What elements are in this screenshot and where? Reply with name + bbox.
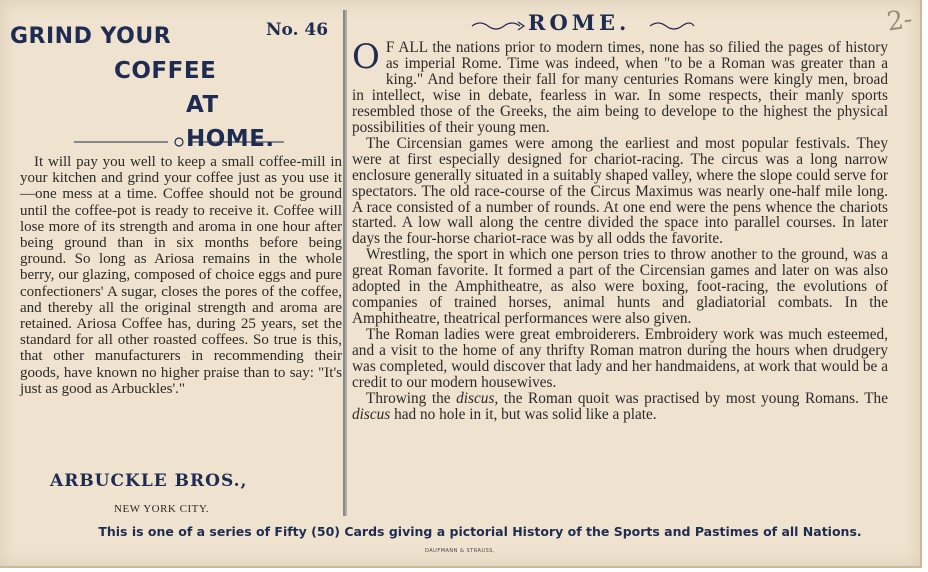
article-title-text: ROME. <box>528 10 631 35</box>
article-emphasis: discus, <box>456 389 499 407</box>
ad-heading-line1: GRIND YOUR <box>10 24 172 49</box>
column-divider <box>343 10 347 516</box>
article-paragraph: The Roman ladies were great embroiderers. Embroidery work was much esteemed, and a visit to the home of any thrifty Roman matron during the hours when drudgery was completed, would discover that lady and her handmaidens, at work that would be a credit to our modern housewives. <box>352 326 888 392</box>
article-text-run: had no hole in it, but was solid like a plate. <box>390 405 657 423</box>
ad-heading-line2: COFFEE <box>114 58 217 84</box>
flourish-right-icon <box>648 20 696 32</box>
company-city: NEW YORK CITY. <box>114 503 210 515</box>
article-paragraph-text: F ALL the nations prior to modern times, none has so filied the pages of history as imperial Rome. Time was indeed, when "to be a Roman was greater than a king." And before their fall for many centuries Romans were kingly men, broad in intellect, wise in debate, fearless in war. In some respects, their manly sports resembled those of the Greeks, the aim being to develope to the highest the physical possibilities of their young men. <box>352 39 888 136</box>
article-text-run: Throwing the <box>366 389 457 407</box>
article-paragraph: The Circensian games were among the earliest and most popular festivals. They were at first especially designed for chariot-racing. The circus was a long narrow enclosure generally situated in a suitably shaped valley, where the slope could serve for spectators. The old race-course of the Circus Maximus was nearly one-half mile long. A race consisted of a number of rounds. At one end were the pens whence the chariots started. A low wall along the centre divided the space into parallel courses. In later days the four-horse chariot-race was by all odds the favorite. <box>352 134 888 248</box>
ornament-rule-icon <box>14 135 344 149</box>
series-footer <box>0 524 920 539</box>
printer-imprint: DAUFMANN & STRAUSS, <box>424 548 496 554</box>
article-emphasis: discus <box>352 405 391 423</box>
pencil-mark: 2- <box>884 4 914 38</box>
ad-heading-line3: AT HOME. <box>186 92 275 152</box>
card-number: No. 46 <box>266 20 329 40</box>
company-name: ARBUCKLE BROS., <box>50 471 248 491</box>
series-footer-text: This is one of a series of Fifty (50) Cards giving a pictorial History of the Sports and Pastimes of all Nations. <box>98 524 862 539</box>
article-text-run: the Roman quoit was practised by most young Romans. The <box>498 389 888 407</box>
drop-cap: O <box>352 37 380 77</box>
ad-body-text: It will pay you well to keep a small coffee-mill in your kitchen and grind your coffee just as you use it—one mess at a time. Coffee should not be ground until the coffee-pot is ready to receive it. Coffee will lose more of its strength and aroma in one hour after being ground than in six months before being ground. So long as Ariosa remains in the whole berry, our glazing, composed of choice eggs and pure confectioners' A sugar, closes the pores of the coffee, and thereby all the original strength and aroma are retained. Ariosa Coffee has, during 25 years, set the standard for all other roasted coffees. So true is this, that other manufacturers in recommending their goods, have known no higher praise than to say: "It's just as good as Arbuckles'." <box>20 154 342 397</box>
advertisement-column <box>8 8 344 515</box>
article-column <box>352 4 914 516</box>
article-body <box>352 37 888 423</box>
article-paragraph <box>352 391 888 423</box>
article-paragraph: Wrestling, the sport in which one person tries to throw another to the ground, was a great Roman favorite. It formed a part of the Circensian games and later on was also adopted in the Amphitheatre, as also were boxing, foot-racing, the evolutions of companies of trained horses, animal hunts and gladiatorial combats. In the Amphitheatre, theatrical performances were also given. <box>352 246 888 328</box>
article-paragraph <box>352 37 888 136</box>
